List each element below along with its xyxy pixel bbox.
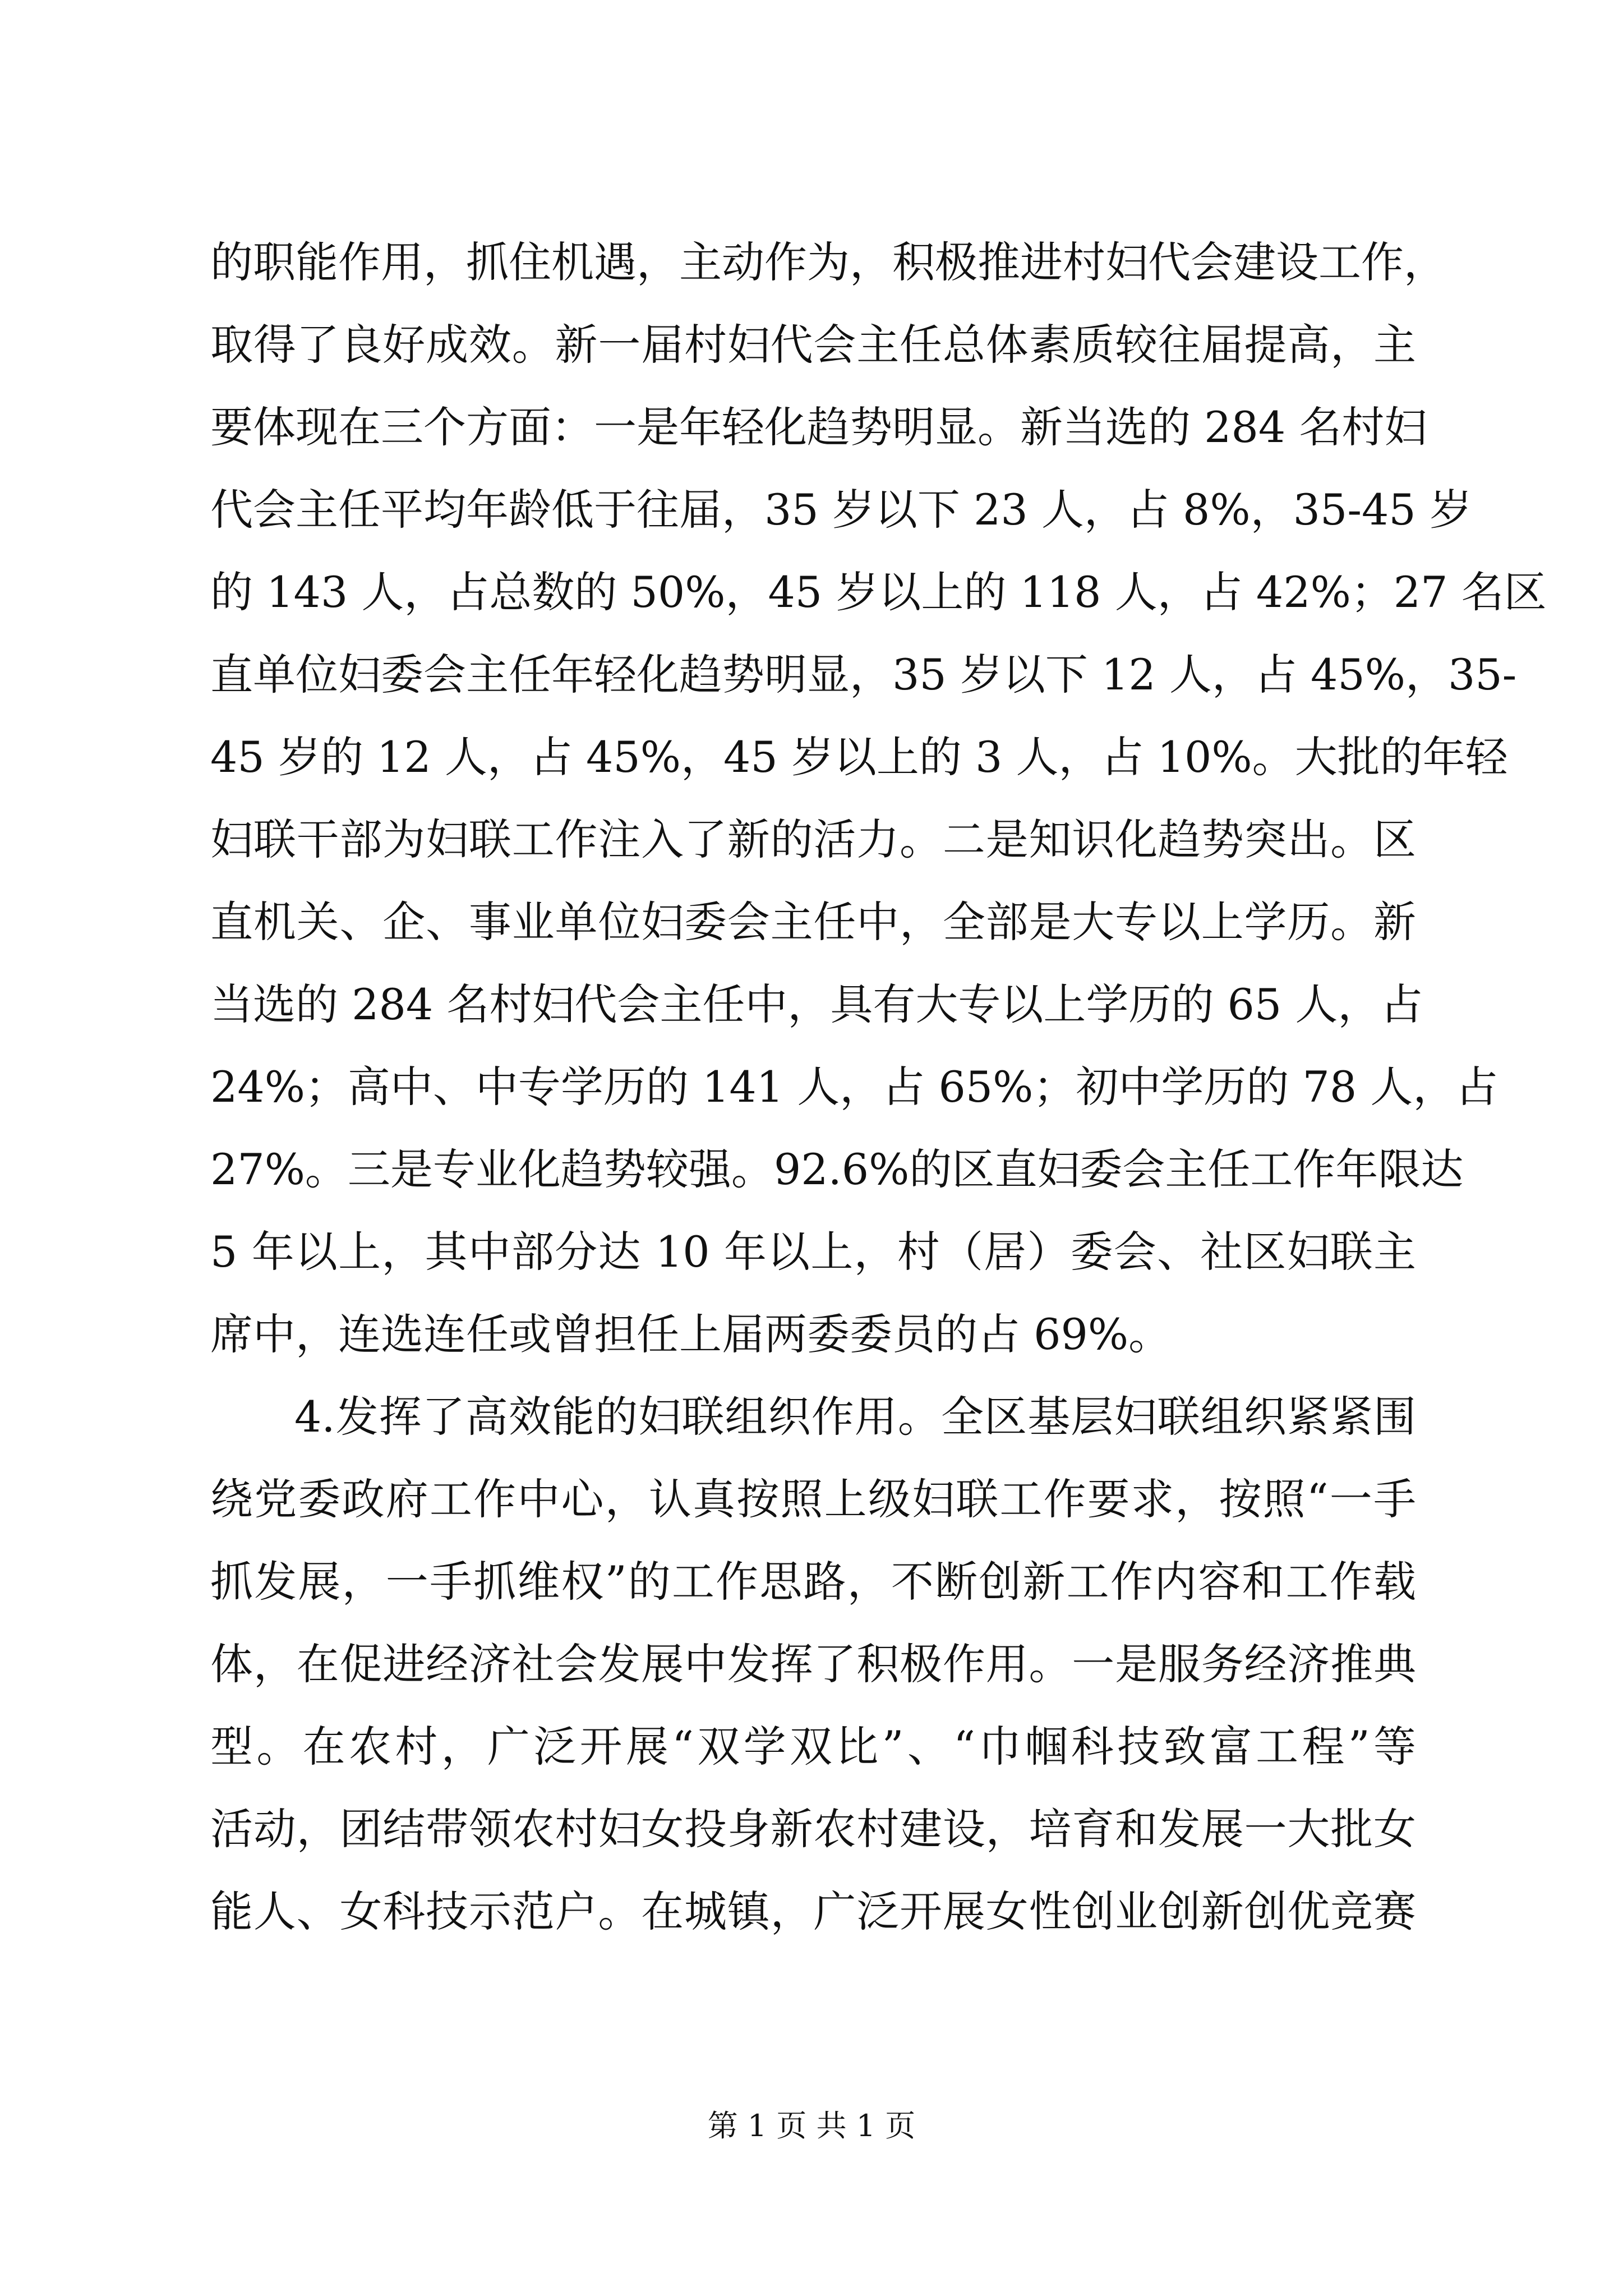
text-line: 当选的 284 名村妇代会主任中，具有大专以上学历的 65 人，占	[210, 979, 1423, 1029]
text-line: 的职能作用，抓住机遇，主动作为，积极推进村妇代会建设工作，	[210, 237, 1446, 287]
text-line: 27%。三是专业化趋势较强。92.6%的区直妇委会主任工作年限达	[210, 1144, 1464, 1194]
text-line: 直机关、企、事业单位妇委会主任中，全部是大专以上学历。新	[210, 897, 1416, 947]
text-line: 抓发展，一手抓维权”的工作思路，不断创新工作内容和工作载	[210, 1557, 1416, 1607]
text-line: 体，在促进经济社会发展中发挥了积极作用。一是服务经济推典	[210, 1639, 1416, 1689]
text-line: 妇联干部为妇联工作注入了新的活力。二是知识化趋势突出。区	[210, 815, 1416, 864]
page-footer: 第 1 页 共 1 页	[707, 2108, 916, 2143]
paragraph-start-line: 4.发挥了高效能的妇联组织作用。全区基层妇联组织紧紧围	[294, 1392, 1416, 1442]
text-line: 绕党委政府工作中心，认真按照上级妇联工作要求，按照“一手	[210, 1474, 1416, 1524]
text-line: 型。在农村，广泛开展“双学双比”、“巾帼科技致富工程”等	[210, 1722, 1416, 1772]
text-line: 要体现在三个方面：一是年轻化趋势明显。新当选的 284 名村妇	[210, 402, 1427, 452]
text-line: 5 年以上，其中部分达 10 年以上，村（居）委会、社区妇联主	[210, 1227, 1416, 1277]
text-line: 的 143 人，占总数的 50%，45 岁以上的 118 人，占 42%；27 名区	[210, 567, 1547, 617]
text-line: 取得了良好成效。新一届村妇代会主任总体素质较往届提高，主	[210, 320, 1416, 370]
document-body	[210, 234, 1547, 1966]
text-line: 席中，连选连任或曾担任上届两委委员的占 69%。	[210, 1309, 1172, 1359]
text-line: 活动，团结带领农村妇女投身新农村建设，培育和发展一大批女	[210, 1804, 1416, 1854]
text-line: 直单位妇委会主任年轻化趋势明显，35 岁以下 12 人，占 45%，35-	[210, 650, 1517, 700]
text-line: 24%；高中、中专学历的 141 人，占 65%；初中学历的 78 人，占	[210, 1062, 1498, 1112]
text-line: 代会主任平均年龄低于往届，35 岁以下 23 人，占 8%，35-45 岁	[210, 485, 1472, 535]
text-line: 能人、女科技示范户。在城镇，广泛开展女性创业创新创优竞赛	[210, 1887, 1416, 1936]
text-line: 45 岁的 12 人，占 45%，45 岁以上的 3 人，占 10%。大批的年轻	[210, 732, 1508, 782]
